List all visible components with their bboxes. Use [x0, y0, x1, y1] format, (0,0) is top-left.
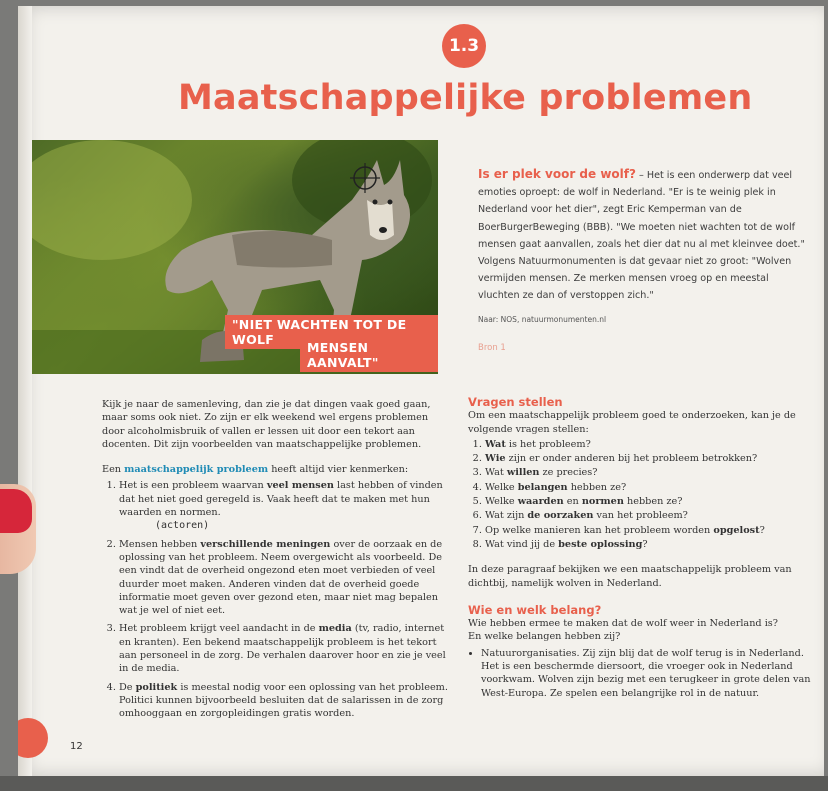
item-text: van het probleem? — [593, 510, 688, 522]
photo-quote-line-1: "NIET WACHTEN TOT DE WOLF — [225, 315, 438, 349]
item-text: (tv, radio, internet en kranten). Een bekend maatschappelijk probleem is het tekort aan personeel in de zorg. De verhalen daarover hoor en zie je veel in de media. — [119, 623, 446, 675]
source-box — [478, 166, 813, 357]
paragraph-intro: In deze paragraaf bekijken we een maatschappelijk probleem van dichtbij, namelijk wolven in Nederland. — [468, 564, 792, 589]
section-number-badge: 1.3 — [442, 24, 486, 68]
list-item — [485, 438, 813, 451]
list-item — [485, 509, 813, 522]
item-bold: Wat — [485, 438, 506, 450]
item-text: Wat vind jij de — [485, 538, 559, 550]
item-text: Wat zijn — [485, 510, 528, 522]
item-bold: de oorzaken — [527, 510, 594, 522]
questions-intro: Om een maatschappelijk probleem goed te onderzoeken, kan je de volgende vragen stellen: — [468, 410, 796, 435]
red-fingernail — [0, 489, 32, 533]
item-text: over de oorzaak en de oplossing van het probleem. Neem overgewicht als voorbeeld. De een vindt dat de overheid ongezond eten moet verbieden of veel duurder moet maken. Anderen vinden dat de overheid goede informatie moet geven over gezond eten, maar niet mag bepalen wat je wel of niet eet. — [119, 538, 443, 617]
item-bold: media — [318, 623, 352, 635]
item-text: De — [119, 681, 136, 693]
stakeholder-q2: En welke belangen hebben zij? — [468, 631, 621, 643]
item-bold: beste oplossing — [558, 538, 643, 550]
item-text: Het probleem krijgt veel aandacht in de — [119, 623, 319, 635]
item-text: ze precies? — [539, 467, 598, 479]
item-text: hebben ze? — [623, 496, 683, 508]
list-item — [485, 495, 813, 508]
questions-list — [468, 438, 813, 551]
page-gutter — [18, 6, 32, 776]
item-text: ? — [642, 538, 648, 550]
item-bold: waarden — [517, 496, 564, 508]
list-item — [485, 524, 813, 537]
item-text: last hebben of vinden dat het niet goed geregeld is. Vaak heeft dat te maken met hun waarden en normen. — [119, 480, 443, 519]
source-question: Is er plek voor de wolf? — [478, 167, 636, 181]
stakeholder-intro — [468, 617, 813, 644]
item-text: Mensen hebben — [119, 538, 201, 550]
lead-post: heeft altijd vier kenmerken: — [268, 464, 409, 476]
list-item — [119, 681, 452, 721]
heading-wie-en-welk-belang: Wie en welk belang? — [468, 602, 602, 617]
item-text: is meestal nodig voor een oplossing van het probleem. Politici kunnen bijvoorbeeld besluiten dat de salarissen in de zorg omhooggaan en zorgopleidingen gratis worden. — [119, 681, 448, 720]
book-page — [18, 6, 824, 776]
item-text: Op welke manieren kan het probleem worden — [485, 524, 714, 536]
keyword-maatschappelijk-probleem: maatschappelijk probleem — [124, 464, 269, 476]
item-text: Wat — [485, 467, 507, 479]
item-text: hebben ze? — [567, 481, 627, 493]
right-column — [468, 396, 813, 700]
list-item — [119, 622, 452, 675]
corner-decoration — [18, 718, 48, 758]
page-title: Maatschappelijke problemen — [178, 78, 753, 118]
item-text: en — [563, 496, 582, 508]
item-text: Welke — [485, 496, 518, 508]
item-text: Welke — [485, 481, 518, 493]
list-item — [485, 481, 813, 494]
source-body: – Het is een onderwerp dat veel emoties oproept: de wolf in Nederland. "Er is te weinig plek in Nederland voor het dier", zegt Eric Kemperman van de BoerBurgerBeweging (BBB). "We moeten niet wachten tot de wolf mensen gaat aanvallen, zoals het dier dat nu al met kleinvee doet." Volgens Natuurmonumenten is dat gevaar niet zo groot: "Wolven vermijden mensen. Ze merken mensen vroeg op en meestal vluchten ze dan of verstoppen zich." — [478, 170, 805, 302]
stakeholder-list — [468, 647, 813, 700]
item-text: is het probleem? — [505, 438, 591, 450]
list-item — [485, 452, 813, 465]
item-text: ? — [759, 524, 765, 536]
source-attribution: Naar: NOS, natuurmonumenten.nl — [478, 314, 607, 324]
source-label: Bron 1 — [478, 342, 506, 353]
source-text — [478, 166, 813, 305]
page-number: 12 — [70, 741, 83, 752]
item-bold: politiek — [135, 681, 178, 693]
list-item — [119, 479, 452, 532]
heading-vragen-stellen: Vragen stellen — [468, 395, 563, 409]
item-bold: opgelost — [713, 524, 760, 536]
lead-sentence — [102, 463, 452, 476]
stakeholder-q1: Wie hebben ermee te maken dat de wolf weer in Nederland is? — [468, 618, 778, 630]
item-bold: verschillende meningen — [200, 538, 331, 550]
list-item — [485, 538, 813, 551]
wolf-photo — [32, 140, 438, 374]
item-bold: willen — [506, 467, 540, 479]
left-column — [102, 398, 452, 726]
item-bold: belangen — [517, 481, 568, 493]
item-text: Het is een probleem waarvan — [119, 480, 267, 492]
characteristics-list — [102, 479, 452, 720]
list-item — [485, 466, 813, 479]
list-item: • Natuurorganisaties. Zij zijn blij dat de wolf terug is in Nederland. Het is een beschermde diersoort, die vroeger ook in Nederland voorkwam. Wolven zijn bezig met een terugkeer in grote delen van West-Europa. Ze spelen een belangrijke rol in de natuur. — [481, 647, 813, 700]
item-bold: normen — [581, 496, 624, 508]
intro-paragraph: Kijk je naar de samenleving, dan zie je dat dingen vaak goed gaan, maar soms ook niet. Zo zijn er elk weekend wel ergens problemen door alcoholmisbruik of vallen er lessen uit door een tekort aan docenten. Dit zijn voorbeelden van maatschappelijke problemen. — [102, 399, 431, 450]
item-text: zijn er onder anderen bij het probleem betrokken? — [505, 453, 758, 465]
item-bold: veel mensen — [266, 480, 334, 492]
list-item — [119, 538, 452, 618]
item-bold: Wie — [485, 453, 506, 465]
photo-quote-line-2: MENSEN AANVALT" — [300, 338, 438, 372]
lead-pre: Een — [102, 464, 125, 476]
table-surface — [0, 776, 828, 791]
handwritten-note: (actoren) — [155, 520, 210, 532]
